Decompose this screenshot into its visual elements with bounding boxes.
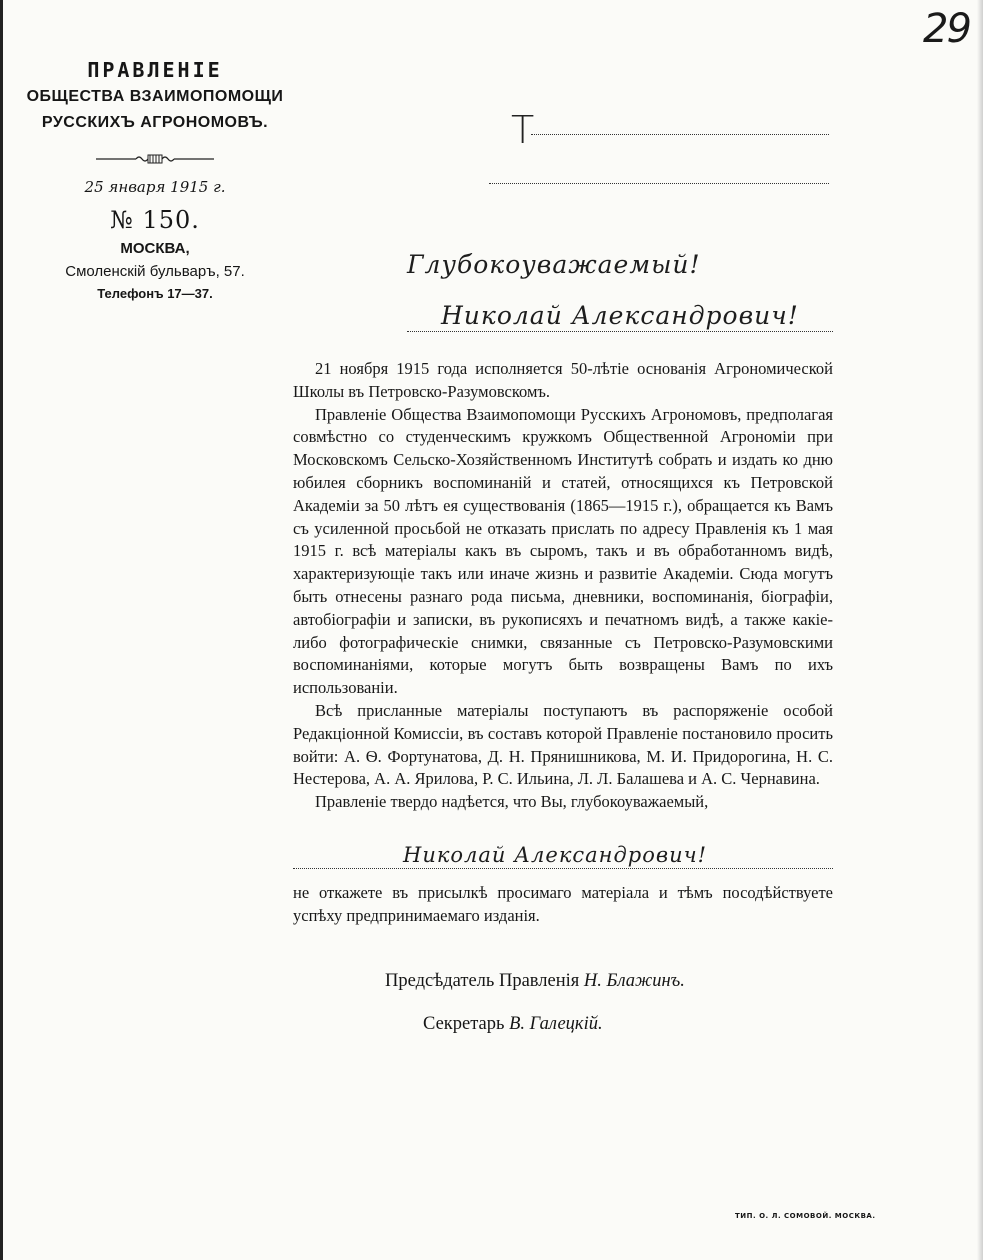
handwritten-addressee-name: Николай Александрович! xyxy=(441,301,799,330)
handwritten-name-inline: Николай Александрович! xyxy=(403,843,708,867)
ornament-divider xyxy=(96,152,214,166)
letterhead-org-line1: ОБЩЕСТВА ВЗАИМОПОМОЩИ xyxy=(26,88,284,105)
closing-paragraph: не откажете въ присылкѣ просимаго матеріала и тѣмъ посодѣйствуете успѣху предпринимаемаго изданія. xyxy=(293,883,833,925)
letter-number: № 150. xyxy=(110,206,200,234)
body-paragraph: Правленіе твердо надѣется, что Вы, глубокоуважаемый, xyxy=(315,792,709,812)
letter-body xyxy=(293,358,833,814)
secretary-signature xyxy=(423,1014,603,1035)
letterhead-title: ПРАВЛЕНІЕ xyxy=(87,58,223,82)
letter-date: 25 января 1915 г. xyxy=(84,178,226,196)
addressee-dotted-line-2 xyxy=(489,183,829,184)
letterhead xyxy=(23,58,287,301)
body-paragraph: Правленіе Общества Взаимопомощи Русскихъ Агрономовъ, предполагая совмѣстно со студенческимъ кружкомъ Общественной Агрономіи при Московскомъ Сельско-Хозяйственномъ Институтѣ собрать и издать ко дню юбилея сборникъ воспоминаній и статей, относящихся къ Петровской Академіи за 50 лѣтъ ея существованія (1865—1915 г.), обращается къ Вамъ съ усиленной просьбой не отказать прислать по адресу Правленія къ 1 мая 1915 г. всѣ матеріалы какъ въ сыромъ, такъ и въ обработанномъ видѣ, характеризующіе такъ или иначе жизнь и развитіе Академіи. Сюда могутъ быть отнесены разнаго рода письма, дневники, воспоминанія, біографіи, автобіографіи и записки, въ рукописяхъ и печатномъ видѣ, а также какіе-либо фотографическіе снимки, связанные съ Петровско-Разумовскими воспоминаніями, которые могутъ быть возвращены Вамъ по ихъ использованіи. xyxy=(293,404,833,698)
secretary-name: В. Галецкій. xyxy=(509,1014,603,1034)
letterhead-city: МОСКВА, xyxy=(120,240,190,257)
addressee-prefix: Т xyxy=(511,108,535,152)
body-paragraph: Всѣ присланные матеріалы поступаютъ въ распоряженіе особой Редакціонной Комиссіи, въ составъ которой Правленіе постановило просить войти: А. Ѳ. Фортунатова, Д. Н. Прянишникова, М. И. Придорогина, Н. С. Нестерова, А. А. Ярилова, Р. С. Ильина, Л. Л. Балашева и А. С. Чернавина. xyxy=(293,700,833,789)
letterhead-org-line2: РУССКИХЪ АГРОНОМОВЪ. xyxy=(41,114,269,131)
addressee-dotted-line-1 xyxy=(531,134,829,135)
name-dotted-line xyxy=(407,331,833,332)
secretary-title: Секретарь xyxy=(423,1014,505,1034)
inline-name-dotted-line xyxy=(293,868,833,869)
letter-closing xyxy=(293,882,833,928)
chair-name: Н. Блажинъ. xyxy=(583,971,685,991)
page-edge-shadow xyxy=(977,0,983,1260)
printer-mark: ТИП. О. Л. СОМОВОЙ. МОСКВА. xyxy=(735,1212,876,1220)
letterhead-address: Смоленскій бульваръ, 57. xyxy=(65,263,245,280)
chair-title: Предсѣдатель Правленія xyxy=(385,971,580,991)
letterhead-phone: Телефонъ 17—37. xyxy=(97,286,213,301)
archive-page-number: 29 xyxy=(923,6,970,52)
body-paragraph: 21 ноября 1915 года исполняется 50-лѣтіе основанія Агрономической Школы въ Петровско-Разумовскомъ. xyxy=(293,359,833,401)
handwritten-greeting: Глубокоуважаемый! xyxy=(407,250,701,279)
chair-signature xyxy=(385,971,685,992)
